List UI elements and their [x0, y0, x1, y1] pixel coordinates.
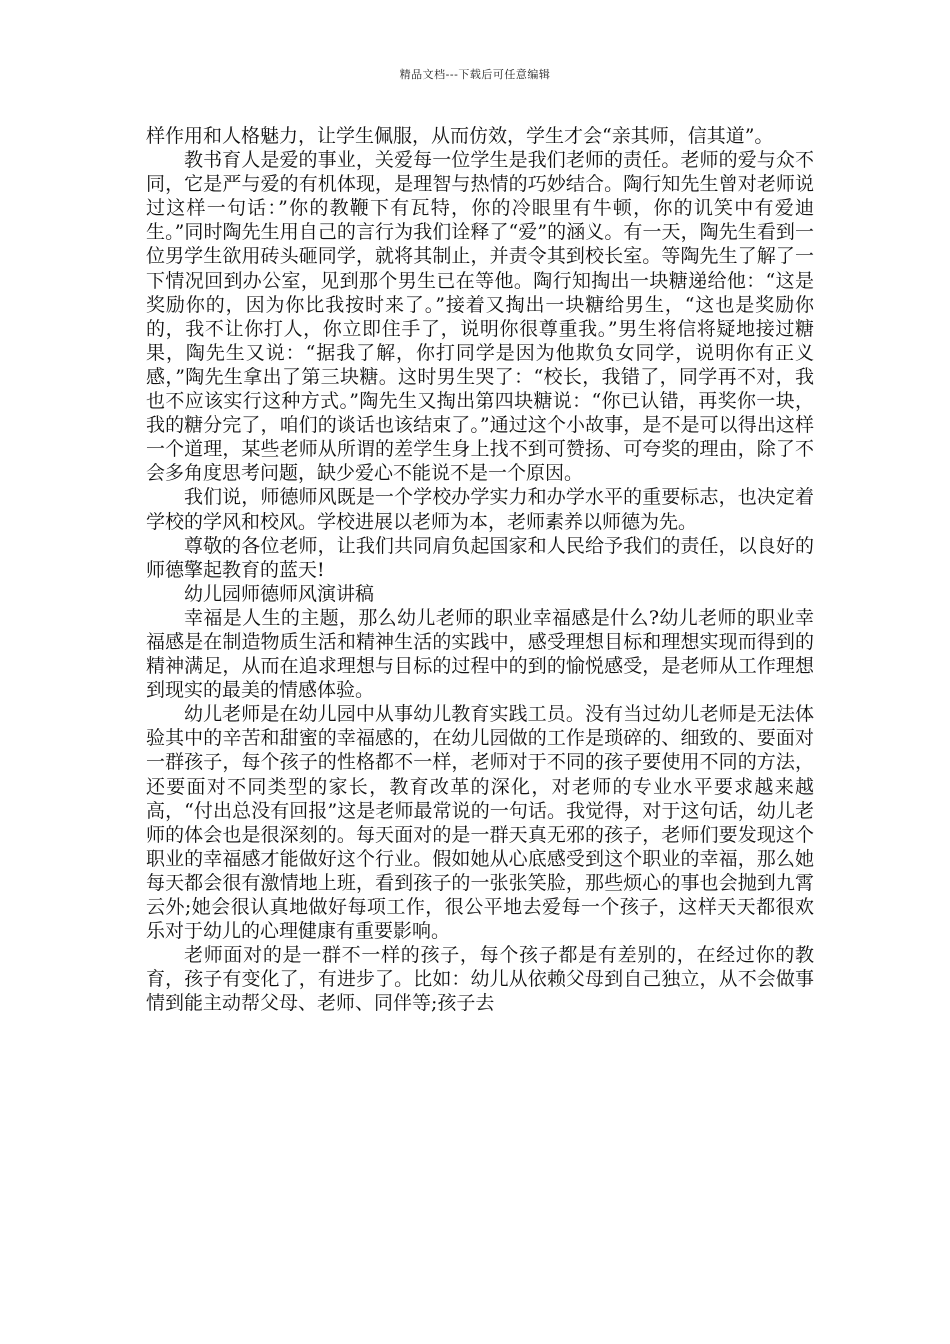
paragraph: 幼儿老师是在幼儿园中从事幼儿教育实践工员。没有当过幼儿老师是无法体验其中的辛苦和甜蜜的幸福感的，在幼儿园做的工作是琐碎的、细致的、要面对一群孩子，每个孩子的性格都不一样，老师对于不同的孩子要使用不同的方法，还要面对不同类型的家长，教育改革的深化，对老师的专业水平要求越来越高，“付出总没有回报”这是老师最常说的一句话。我觉得，对于这句话，幼儿老师的体会也是很深刻的。每天面对的是一群天真无邪的孩子，老师们要发现这个职业的幸福感才能做好这个行业。假如她从心底感受到这个职业的幸福，那么她每天都会很有激情地上班，看到孩子的一张张笑脸，那些烦心的事也会抛到九霄云外;她会很认真地做好每项工作，很公平地去爱每一个孩子，这样天天都很欢乐对于幼儿的心理健康有重要影响。	[146, 703, 814, 943]
paragraph: 幸福是人生的主题，那么幼儿老师的职业幸福感是什么?幼儿老师的职业幸福感是在制造物质生活和精神生活的实践中，感受理想目标和理想实现而得到的精神满足，从而在追求理想与目标的过程中的到的愉悦感受，是老师从工作理想到现实的最美的情感体验。	[146, 606, 814, 702]
paragraph: 样作用和人格魅力，让学生佩服，从而仿效，学生才会“亲其师，信其道”。	[146, 125, 774, 147]
paragraph: 老师面对的是一群不一样的孩子，每个孩子都是有差别的，在经过你的教育，孩子有变化了，有进步了。比如：幼儿从依赖父母到自己独立，从不会做事情到能主动帮父母、老师、同伴等;孩子去	[146, 944, 814, 1015]
paragraph: 教书育人是爱的事业，关爱每一位学生是我们老师的责任。老师的爱与众不同，它是严与爱的有机体现，是理智与热情的巧妙结合。陶行知先生曾对老师说过这样一句话：”你的教鞭下有瓦特，你的冷眼里有牛顿，你的讥笑中有爱迪生。”同时陶先生用自己的言行为我们诠释了“爱”的涵义。有一天，陶先生看到一位男学生欲用砖头砸同学，就将其制止，并责令其到校长室。等陶先生了解了一下情况回到办公室，见到那个男生已在等他。陶行知掏出一块糖递给他：“这是奖励你的，因为你比我按时来了。”接着又掏出一块糖给男生，“这也是奖励你的，我不让你打人，你立即住手了，说明你很尊重我。”男生将信将疑地接过糖果，陶先生又说：“据我了解，你打同学是因为他欺负女同学，说明你有正义感，”陶先生拿出了第三块糖。这时男生哭了：“校长，我错了，同学再不对，我也不应该实行这种方式。”陶先生又掏出第四块糖说：“你已认错，再奖你一块，我的糖分完了，咱们的谈话也该结束了。”通过这个小故事，是不是可以得出这样一个道理，某些老师从所谓的差学生身上找不到可赞扬、可夸奖的理由，除了不会多角度思考问题，缺少爱心不能说不是一个原因。	[146, 149, 814, 485]
page-header: 精品文档---下载后可任意编辑	[399, 68, 551, 81]
paragraph: 我们说，师德师风既是一个学校办学实力和办学水平的重要标志，也决定着学校的学风和校风。学校进展以老师为本，老师素养以师德为先。	[146, 486, 814, 533]
paragraph: 尊敬的各位老师，让我们共同肩负起国家和人民给予我们的责任，以良好的师德擎起教育的蓝天!	[146, 534, 814, 581]
section-title: 幼儿园师德师风演讲稿	[184, 582, 375, 605]
document-body	[146, 124, 814, 1015]
